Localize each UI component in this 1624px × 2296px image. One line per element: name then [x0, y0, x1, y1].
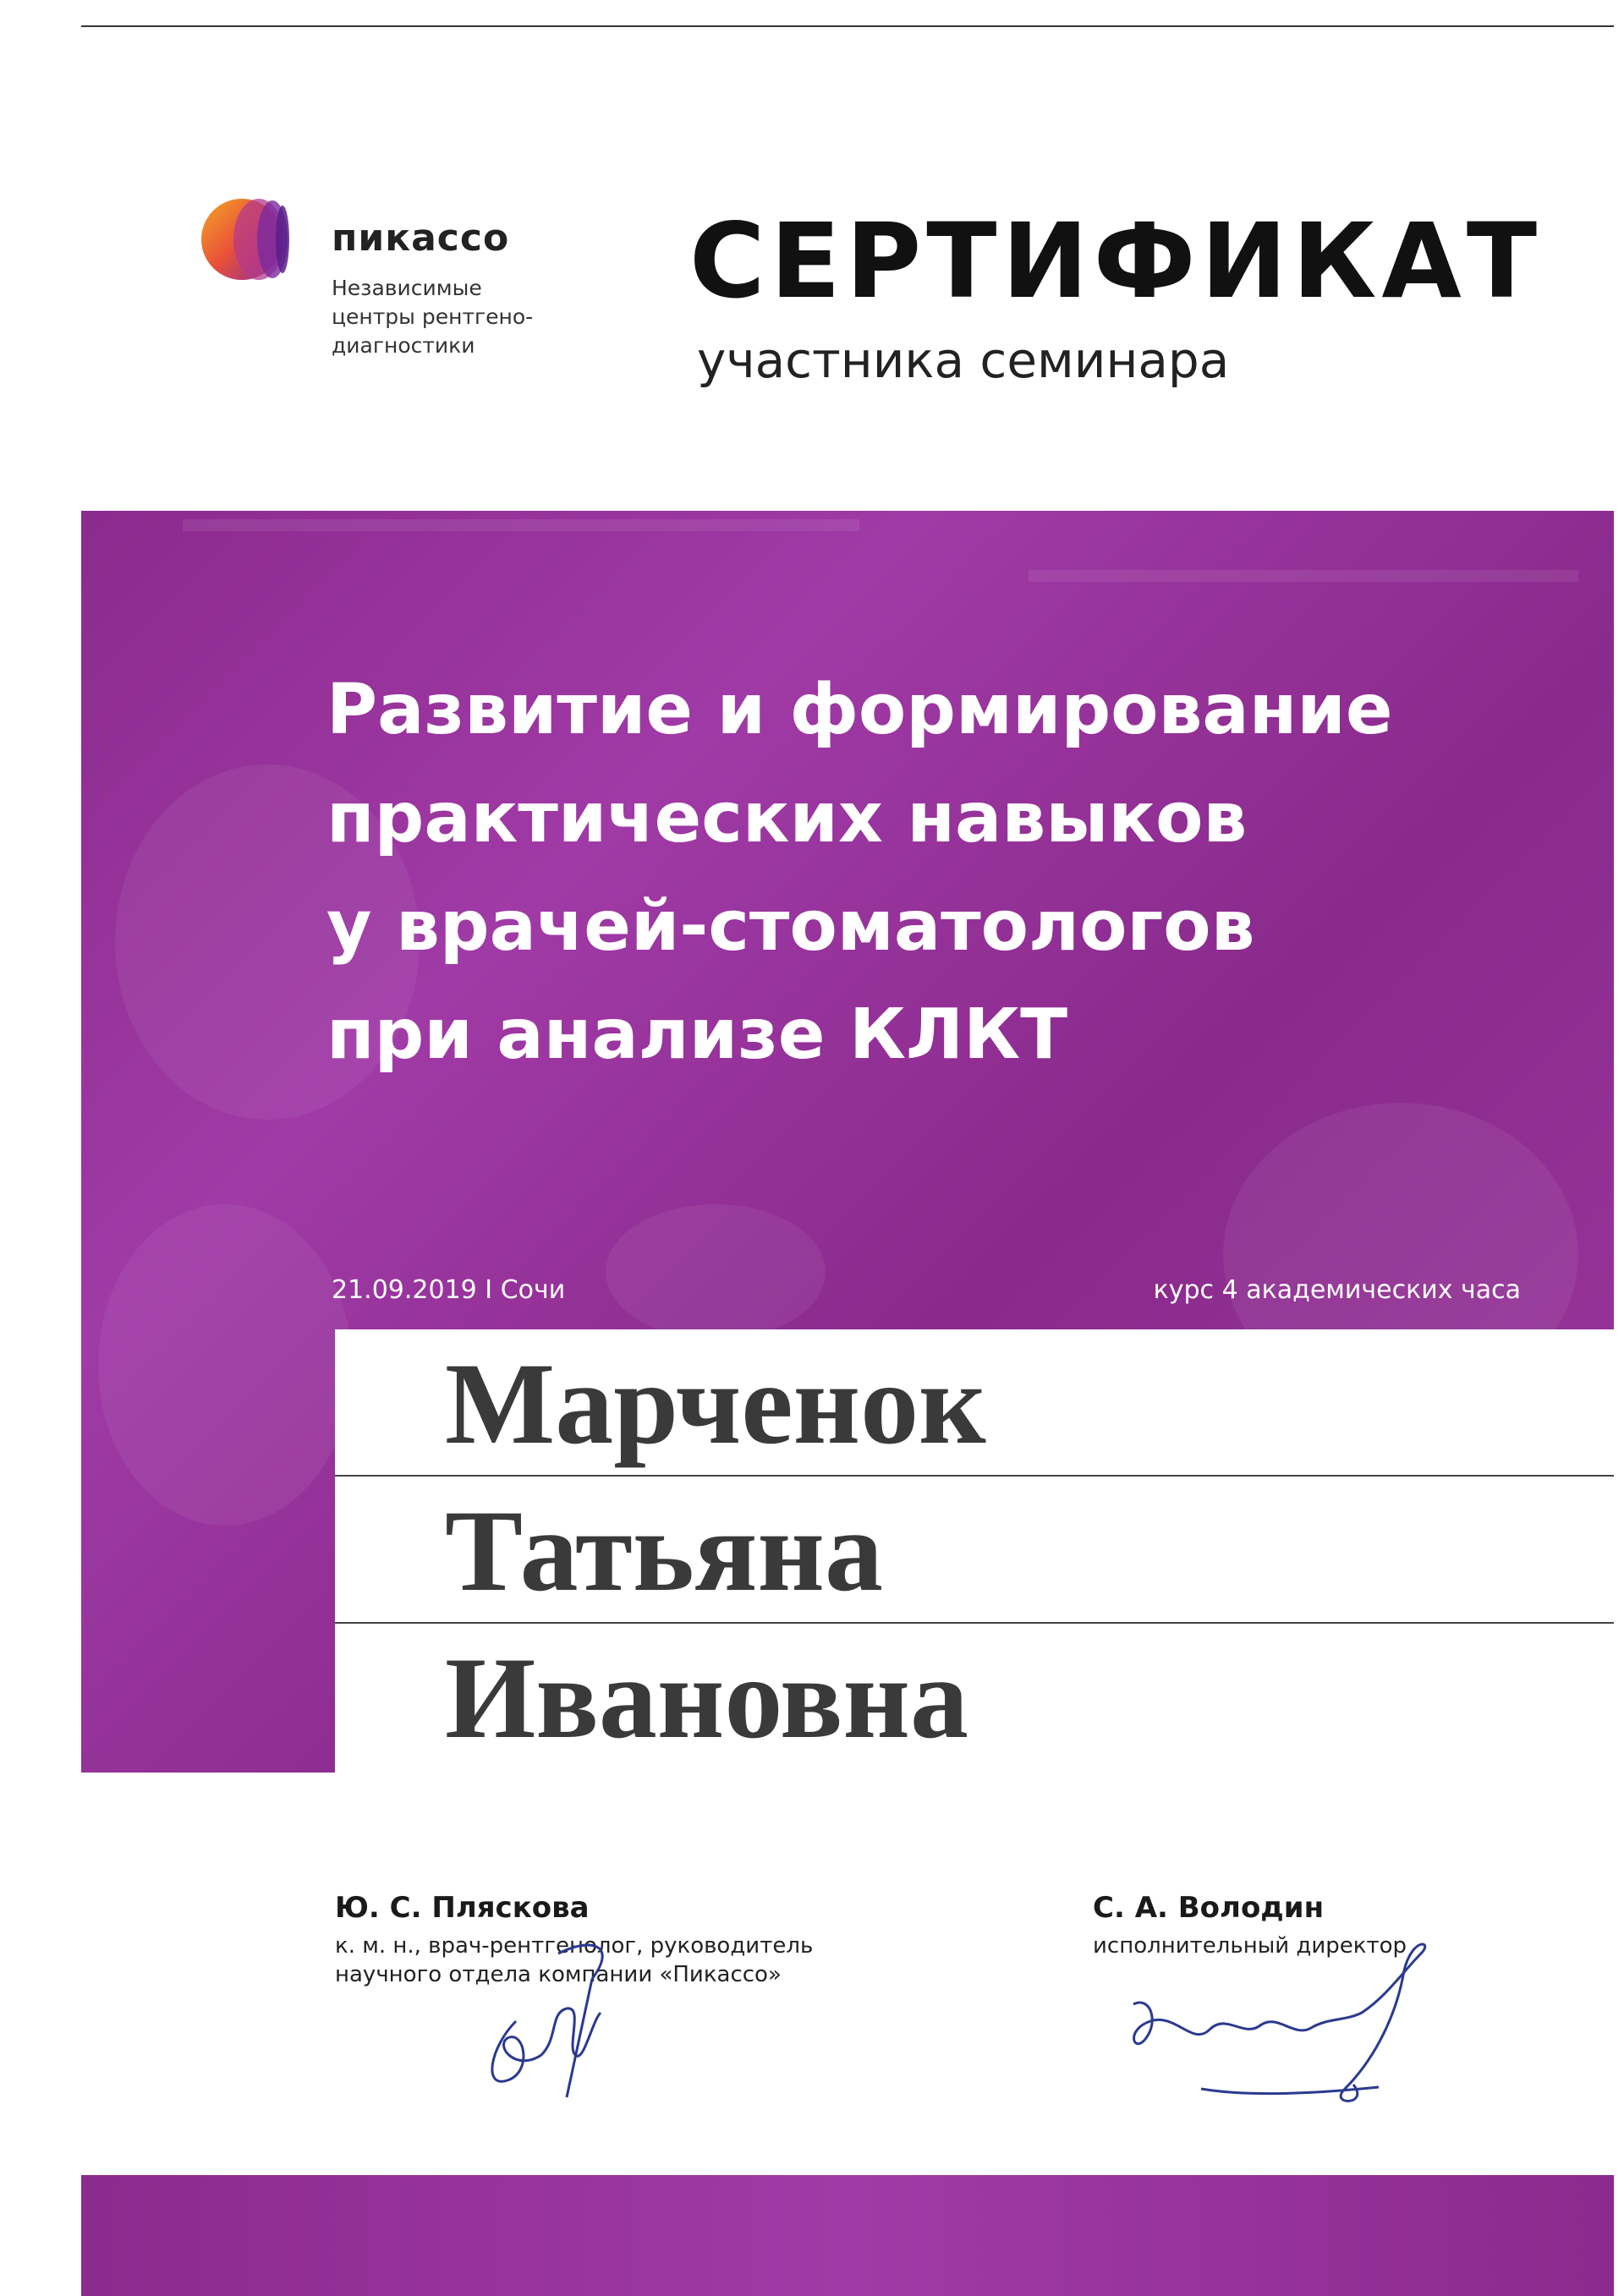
course-title [326, 656, 1578, 1089]
course-title-line: при анализе КЛКТ [326, 995, 1068, 1075]
background-texture [1029, 570, 1578, 582]
certificate-title: СЕРТИФИКАТ [689, 201, 1543, 321]
signatory-role-line: исполнительный директор [1093, 1933, 1407, 1959]
name-row [335, 1329, 1614, 1477]
pikasso-logo-icon [201, 193, 303, 286]
participant-name-box [335, 1329, 1614, 1773]
signatory-1-name: Ю. С. Пляскова [335, 1891, 590, 1925]
background-texture [606, 1204, 826, 1340]
name-row [335, 1624, 1614, 1769]
background-texture [98, 1204, 352, 1526]
brand-subtitle-line: Независимые [332, 276, 482, 300]
signatory-role-line: научного отдела компании «Пикассо» [335, 1962, 782, 1987]
brand-subtitle-line: диагностики [332, 333, 475, 358]
participant-first-name: Татьяна [445, 1486, 883, 1615]
brand-name: пикассо [332, 216, 510, 260]
background-texture [183, 519, 859, 531]
signature-1-icon [465, 1928, 634, 2106]
course-title-line: практических навыков [326, 778, 1248, 858]
top-rule [81, 25, 1614, 27]
participant-surname: Марченок [445, 1339, 986, 1468]
name-row [335, 1477, 1614, 1624]
signatory-role-line: к. м. н., врач-рентгенолог, руководитель [335, 1933, 814, 1959]
brand-subtitle-line: центры рентгено- [332, 304, 534, 329]
certificate-subtitle: участника семинара [697, 332, 1230, 389]
brand-subtitle [332, 274, 551, 360]
course-duration: курс 4 академических часа [1153, 1275, 1521, 1305]
signatory-2-name: С. А. Володин [1093, 1891, 1325, 1925]
signature-2-icon [1100, 1920, 1455, 2123]
bottom-band [81, 2175, 1614, 2296]
course-band [81, 511, 1614, 1773]
date-place: 21.09.2019 I Сочи [332, 1275, 566, 1305]
course-title-line: Развитие и формирование [326, 670, 1393, 750]
course-title-line: у врачей-стоматологов [326, 886, 1255, 967]
participant-patronymic: Ивановна [445, 1633, 968, 1762]
